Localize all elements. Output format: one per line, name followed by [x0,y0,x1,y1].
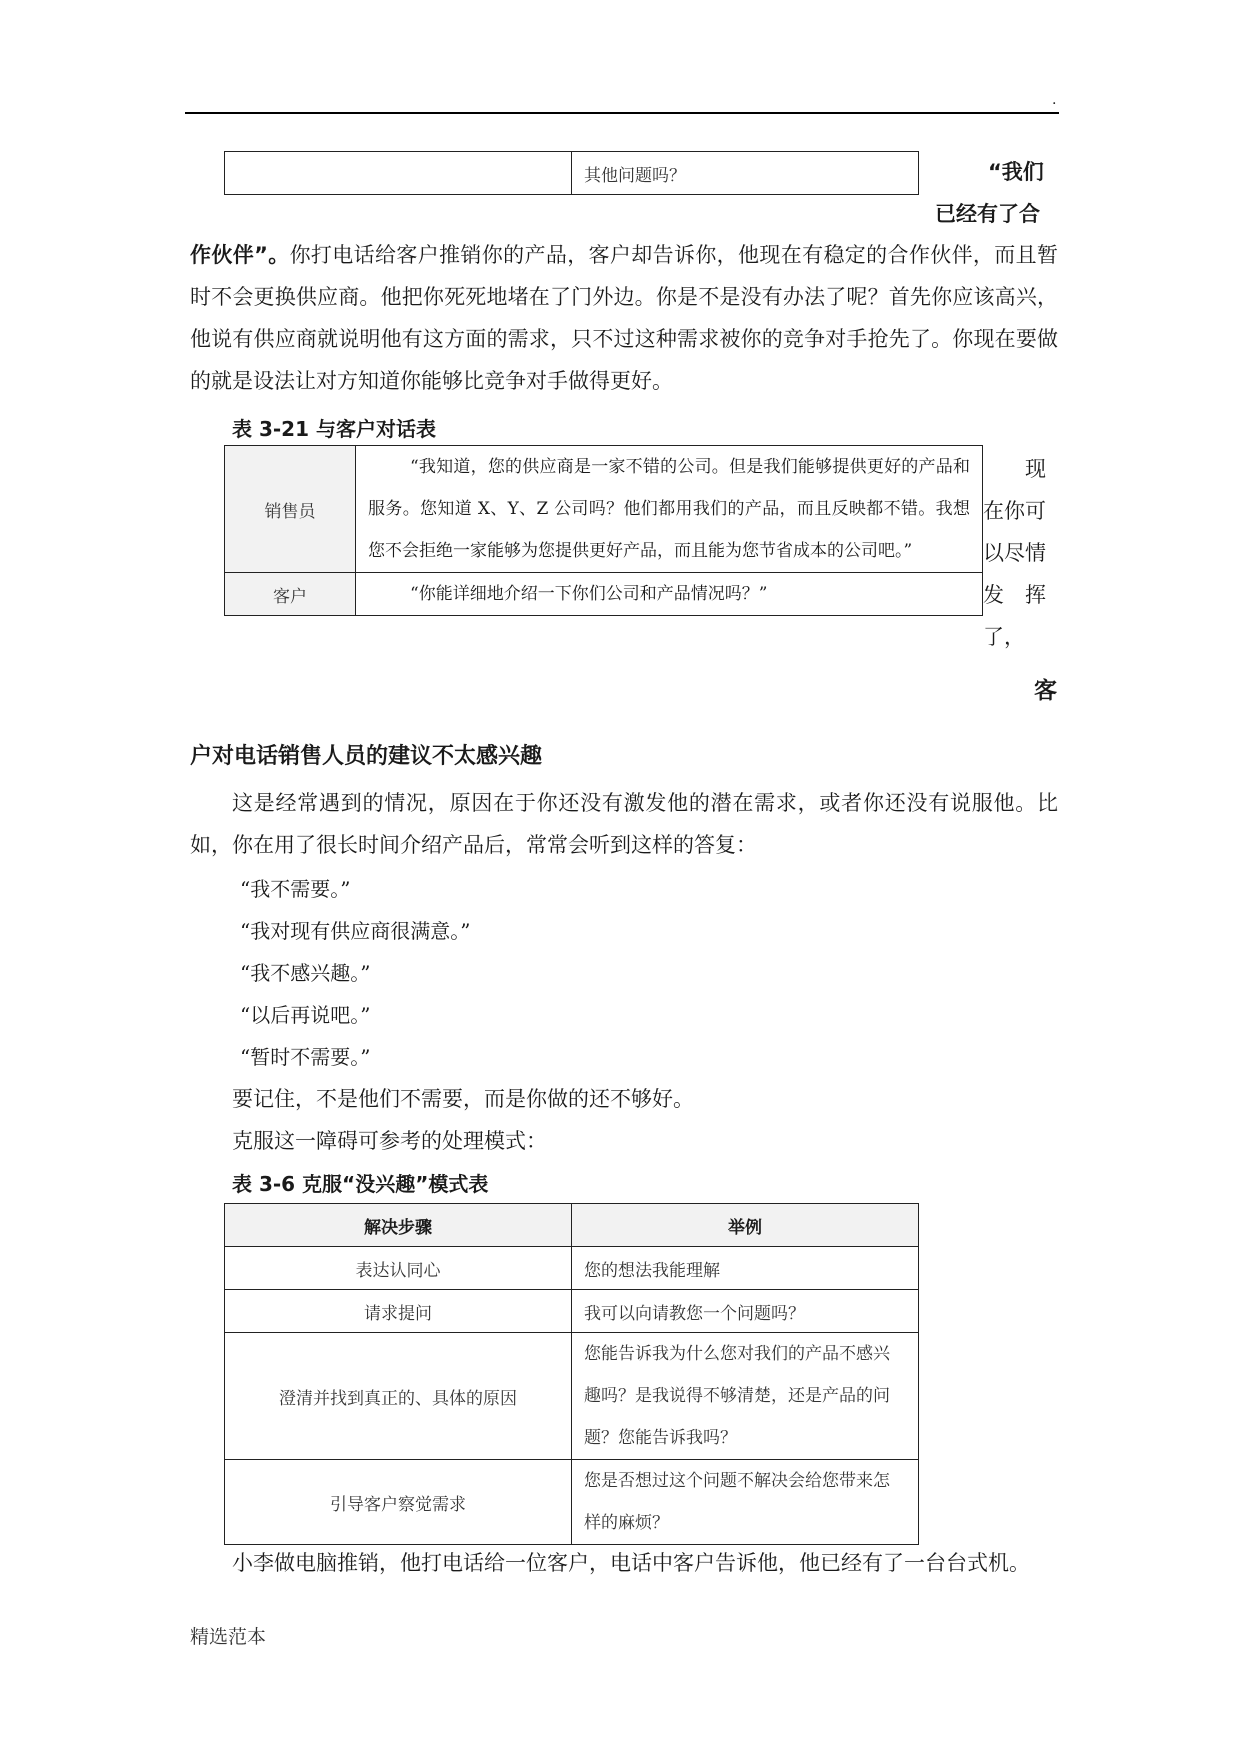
continued-table [224,151,919,195]
side-text: 已经有了合 [935,202,1040,226]
table-cell: 您的想法我能理解 [572,1247,919,1290]
table-cell: 引导客户察觉需求 [225,1460,572,1545]
table-row [225,1247,919,1290]
footer-text: 精选范本 [190,1626,267,1648]
table-cell: 您是否想过这个问题不解决会给您带来怎样的麻烦？ [572,1460,919,1545]
side-text: 客 [1034,678,1057,704]
table-cell: 表达认同心 [225,1247,572,1290]
column-header: 举例 [572,1204,919,1247]
side-text: 发 挥 [983,583,1046,607]
table-cell: 我可以向请教您一个问题吗？ [572,1290,919,1333]
table-cell-empty [225,152,572,195]
paragraph: 要记住，不是他们不需要，而是你做的还不够好。 [232,1087,694,1111]
role-cell: 销售员 [225,446,356,573]
side-text: 在你可 [983,499,1046,523]
table-cell: 其他问题吗？ [572,152,919,195]
paragraph [190,234,1058,402]
table-row [225,446,983,573]
table-row [225,573,983,616]
quote-line: “我不感兴趣。” [240,961,371,985]
steps-table [224,1203,919,1545]
side-text: 现 [1025,457,1046,481]
side-text: “我们 [988,160,1044,184]
paragraph: 克服这一障碍可参考的处理模式： [232,1129,547,1153]
quote-line: “我对现有供应商很满意。” [240,919,471,943]
table-caption: 表 3-21 与客户对话表 [232,417,436,441]
table-caption: 表 3-6 克服“没兴趣”模式表 [232,1172,489,1196]
quote-line: “以后再说吧。” [240,1003,371,1027]
header-rule [185,112,1059,114]
table-row [225,152,919,195]
table-cell: 澄清并找到真正的、具体的原因 [225,1333,572,1460]
role-cell: 客户 [225,573,356,616]
bold-lead: 作伙伴”。 [190,243,290,267]
paragraph: 小李做电脑推销，他打电话给一位客户，电话中客户告诉他，他已经有了一台台式机。 [232,1551,1030,1575]
dialog-table [224,445,983,616]
dialog-cell: “你能详细地介绍一下你们公司和产品情况吗？” [356,573,983,616]
table-header-row [225,1204,919,1247]
table-row [225,1333,919,1460]
quote-line: “暂时不需要。” [240,1045,371,1069]
header-mark: . [1052,92,1057,108]
quote-line: “我不需要。” [240,877,351,901]
side-text: 以尽情 [983,541,1046,565]
side-text: 了， [983,625,1025,649]
paragraph-text: 你打电话给客户推销你的产品，客户却告诉你，他现在有稳定的合作伙伴，而且暂时不会更换供应商。他把你死死地堵在了门外边。你是不是没有办法了呢？首先你应该高兴，他说有供应商就说明他有这方面的需求，只不过这种需求被你的竞争对手抢先了。你现在要做的就是设法让对方知道你能够比竞争对手做得更好。 [190,243,1058,393]
table-row [225,1460,919,1545]
paragraph: 这是经常遇到的情况，原因在于你还没有激发他的潜在需求，或者你还没有说服他。比如，你在用了很长时间介绍产品后，常常会听到这样的答复： [190,791,1058,857]
table-cell: 请求提问 [225,1290,572,1333]
table-row [225,1290,919,1333]
section-heading: 户对电话销售人员的建议不太感兴趣 [190,744,543,769]
column-header: 解决步骤 [225,1204,572,1247]
table-cell: 您能告诉我为什么您对我们的产品不感兴趣吗？是我说得不够清楚，还是产品的问题？您能告诉我吗？ [572,1333,919,1460]
dialog-cell: “我知道，您的供应商是一家不错的公司。但是我们能够提供更好的产品和服务。您知道 X、Y、Z 公司吗？他们都用我们的产品，而且反映都不错。我想您不会拒绝一家能够为您提供更好产品，而且能为您节省成本的公司吧。” [356,446,983,573]
